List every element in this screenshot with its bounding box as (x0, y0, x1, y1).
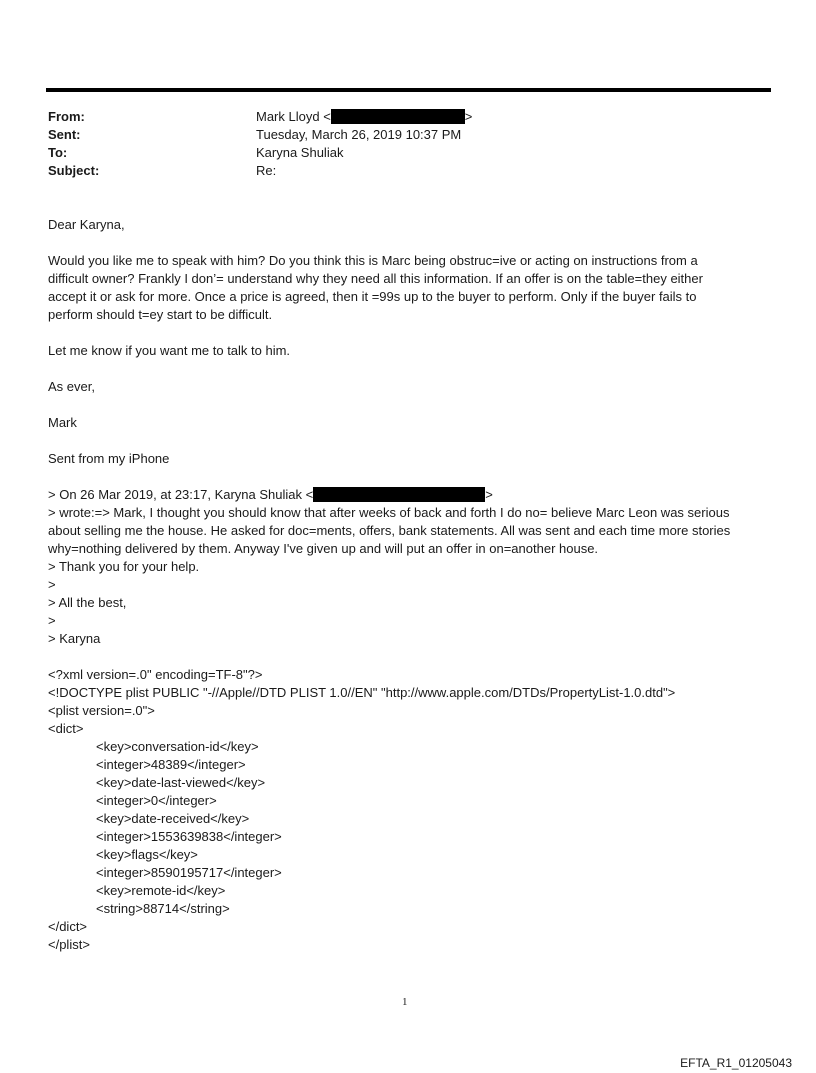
redaction-box (313, 487, 485, 502)
plist-entry: <key>conversation-id</key> (96, 739, 259, 754)
blank-line (48, 396, 768, 414)
quoted-line: why=nothing delivered by them. Anyway I've given up and will put an offer in on=another house. (48, 541, 599, 556)
blank-line (48, 648, 768, 666)
blank-line (48, 360, 768, 378)
greeting: Dear Karyna, (48, 217, 125, 232)
to-value: Karyna Shuliak (256, 145, 344, 160)
quoted-line: > All the best, (48, 595, 127, 610)
plist-entry: <integer>0</integer> (96, 793, 217, 808)
blank-line (48, 234, 768, 252)
plist-entry: <key>remote-id</key> (96, 883, 226, 898)
plist-line: <plist version=.0"> (48, 703, 155, 718)
subject-label: Subject: (48, 163, 100, 178)
plist-entry: <key>flags</key> (96, 847, 198, 862)
para1-line: perform should t=ey start to be difficult. (48, 307, 273, 322)
para1-line: accept it or ask for more. Once a price is agreed, then it =99s up to the buyer to perform. Only if the buyer fails to (48, 289, 697, 304)
quoted-intro (48, 486, 768, 504)
sent-from: Sent from my iPhone (48, 451, 170, 466)
quoted-intro-close: > (485, 487, 493, 502)
para1-line: Would you like me to speak with him? Do you think this is Marc being obstruc=ive or acting on instructions from a (48, 253, 698, 268)
plist-line: </dict> (48, 919, 88, 934)
page-number: 1 (402, 996, 408, 1008)
para1-line: difficult owner? Frankly I don’= understand why they need all this information. If an offer is on the table=they either (48, 271, 703, 286)
redaction-box (331, 109, 465, 124)
quoted-line: > (48, 613, 56, 628)
blank-line (48, 324, 768, 342)
plist-entry: <key>date-last-viewed</key> (96, 775, 266, 790)
quoted-line: > wrote:=> Mark, I thought you should know that after weeks of back and forth I do no= believe Marc Leon was serious (48, 505, 730, 520)
bates-number: EFTA_R1_01205043 (680, 1056, 792, 1070)
from-label: From: (48, 109, 85, 124)
quoted-line: > Karyna (48, 631, 101, 646)
header-rule (46, 88, 771, 92)
para2: Let me know if you want me to talk to him. (48, 343, 291, 358)
from-close: > (464, 109, 473, 124)
sent-value: Tuesday, March 26, 2019 10:37 PM (256, 127, 462, 142)
plist-entry: <key>date-received</key> (96, 811, 250, 826)
plist-entry: <integer>1553639838</integer> (96, 829, 282, 844)
from-value (256, 108, 472, 126)
plist-entry: <integer>8590195717</integer> (96, 865, 282, 880)
to-label: To: (48, 145, 68, 160)
closing: As ever, (48, 379, 95, 394)
plist-line: <dict> (48, 721, 84, 736)
plist-entry: <string>88714</string> (96, 901, 230, 916)
plist-line: </plist> (48, 937, 90, 952)
from-name: Mark Lloyd < (256, 109, 331, 124)
plist-line: <!DOCTYPE plist PUBLIC "-//Apple//DTD PLIST 1.0//EN" "http://www.apple.com/DTDs/PropertyList-1.0.dtd"> (48, 685, 676, 700)
signature: Mark (48, 415, 77, 430)
subject-value: Re: (256, 163, 277, 178)
sent-label: Sent: (48, 127, 81, 142)
plist-line: <?xml version=.0" encoding=TF-8"?> (48, 667, 263, 682)
blank-line (48, 432, 768, 450)
quoted-intro-text: > On 26 Mar 2019, at 23:17, Karyna Shuliak < (48, 487, 314, 502)
quoted-line: > Thank you for your help. (48, 559, 200, 574)
message-body (48, 216, 768, 954)
quoted-line: > (48, 577, 56, 592)
plist-entry: <integer>48389</integer> (96, 757, 246, 772)
blank-line (48, 468, 768, 486)
quoted-line: about selling me the house. He asked for doc=ments, offers, bank statements. All was sent and each time more stories (48, 523, 731, 538)
